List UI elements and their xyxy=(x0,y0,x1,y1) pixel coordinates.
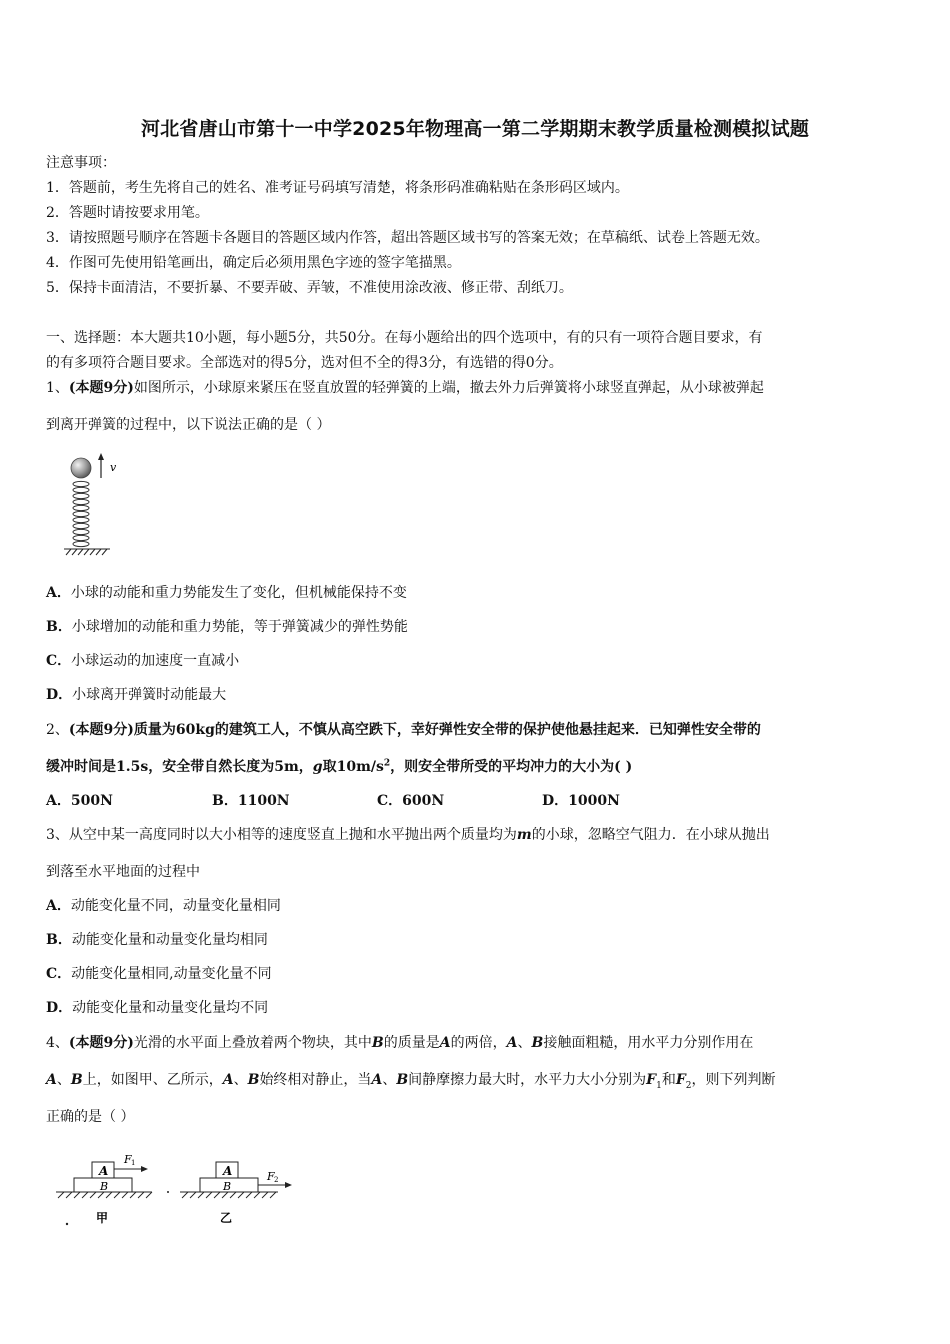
force-arrow-icon xyxy=(141,1166,148,1172)
q1-stem-line2: 到离开弹簧的过程中，以下说法正确的是（ ） xyxy=(46,417,331,433)
q2-stem xyxy=(46,719,761,739)
q2-option-b: B．1100N xyxy=(212,793,290,809)
q1-spring-figure xyxy=(60,452,130,560)
label-f2-sub: 2 xyxy=(274,1176,279,1184)
q1-text: 如图所示，小球原来紧压在竖直放置的轻弹簧的上端，撤去外力后弹簧将小球竖直弹起，从小球被弹起 xyxy=(133,380,764,396)
q2-text: 质量为60kg的建筑工人，不慎从高空跌下，幸好弹性安全带的保护使他悬挂起来．已知弹性安全带的 xyxy=(133,722,761,738)
ball-icon xyxy=(71,458,91,478)
force-arrow-icon xyxy=(285,1182,292,1188)
q2-option-c: C．600N xyxy=(377,793,445,809)
label-b: B xyxy=(100,1180,109,1193)
q3-stem-line2: 到落至水平地面的过程中 xyxy=(46,864,200,880)
q3-option-a: A．动能变化量不同，动量变化量相同 xyxy=(46,898,281,914)
q4-stem-line3: 正确的是（ ） xyxy=(46,1109,135,1125)
q1-number: 1、 xyxy=(46,380,69,396)
notice-heading: 注意事项： xyxy=(46,155,116,171)
notice-item: 2．答题时请按要求用笔。 xyxy=(46,205,209,221)
velocity-label: v xyxy=(110,461,117,474)
notice-item: 1．答题前，考生先将自己的姓名、准考证号码填写清楚，将条形码准确粘贴在条形码区域内。 xyxy=(46,180,629,196)
label-a: A xyxy=(223,1164,233,1178)
q2-option-d: D．1000N xyxy=(542,793,620,809)
q1-option-a: A．小球的动能和重力势能发生了变化，但机械能保持不变 xyxy=(46,585,407,601)
q4-stem: 4、(本题9分)光滑的水平面上叠放着两个物块，其中B的质量是A的两倍，A、B接触面粗糙，用水平力分别作用在 xyxy=(46,1035,754,1051)
q3-option-c: C．动能变化量相同,动量变化量不同 xyxy=(46,966,272,982)
label-a: A xyxy=(99,1164,109,1178)
q2-tag: (本题9分) xyxy=(68,722,134,738)
notice-item: 4．作图可先使用铅笔画出，确定后必须用黑色字迹的签字笔描黑。 xyxy=(46,255,461,271)
q2-option-a: A．500N xyxy=(46,793,113,809)
velocity-arrow-icon xyxy=(98,453,104,460)
label-f1: F xyxy=(124,1153,132,1166)
notice-item: 3．请按照题号顺序在答题卡各题目的答题区域内作答，超出答题区域书写的答案无效；在草稿纸、试卷上答题无效。 xyxy=(46,230,769,246)
label-b: B xyxy=(223,1180,232,1193)
q2-number: 2、 xyxy=(46,722,69,738)
label-jia: 甲 xyxy=(96,1211,109,1225)
label-f2: F xyxy=(267,1170,275,1183)
q1-tag: (本题9分) xyxy=(68,380,134,396)
q1-stem xyxy=(46,377,764,397)
ground-icon xyxy=(64,549,110,555)
q4-blocks-figure xyxy=(50,1150,310,1230)
q3-option-d: D．动能变化量和动量变化量均不同 xyxy=(46,1000,269,1016)
q1-option-b: B．小球增加的动能和重力势能，等于弹簧减少的弹性势能 xyxy=(46,619,408,635)
spring-icon xyxy=(73,481,89,546)
label-yi: 乙 xyxy=(220,1211,233,1225)
q3-stem: 3、从空中某一高度同时以大小相等的速度竖直上抛和水平抛出两个质量均为m的小球，忽略空气阻力．在小球从抛出 xyxy=(46,827,770,843)
q1-option-d: D．小球离开弹簧时动能最大 xyxy=(46,687,227,703)
q4-stem-line2: A、B上，如图甲、乙所示，A、B始终相对静止，当A、B间静摩擦力最大时，水平力大小分别为$F_1$和$F_2$，则下列判断 xyxy=(46,1072,776,1091)
page-title: 河北省唐山市第十一中学2025年物理高一第二学期期末教学质量检测模拟试题 xyxy=(140,118,810,140)
notice-item: 5．保持卡面清洁，不要折暴、不要弄破、弄皱，不准使用涂改液、修正带、刮纸刀。 xyxy=(46,280,573,296)
label-f1-sub: 1 xyxy=(131,1159,136,1167)
section-intro-line: 的有多项符合题目要求。全部选对的得5分，选对但不全的得3分，有选错的得0分。 xyxy=(46,355,563,371)
q1-option-c: C．小球运动的加速度一直减小 xyxy=(46,653,240,669)
q2-stem-line2: 缓冲时间是1.5s，安全带自然长度为5m，g取$10m/s^2$，则安全带所受的平均冲力的大小为( ) xyxy=(46,758,633,775)
q3-option-b: B．动能变化量和动量变化量均相同 xyxy=(46,932,268,948)
section-intro-line: 一、选择题：本大题共10小题，每小题5分，共50分。在每小题给出的四个选项中，有的只有一项符合题目要求，有 xyxy=(46,330,763,346)
